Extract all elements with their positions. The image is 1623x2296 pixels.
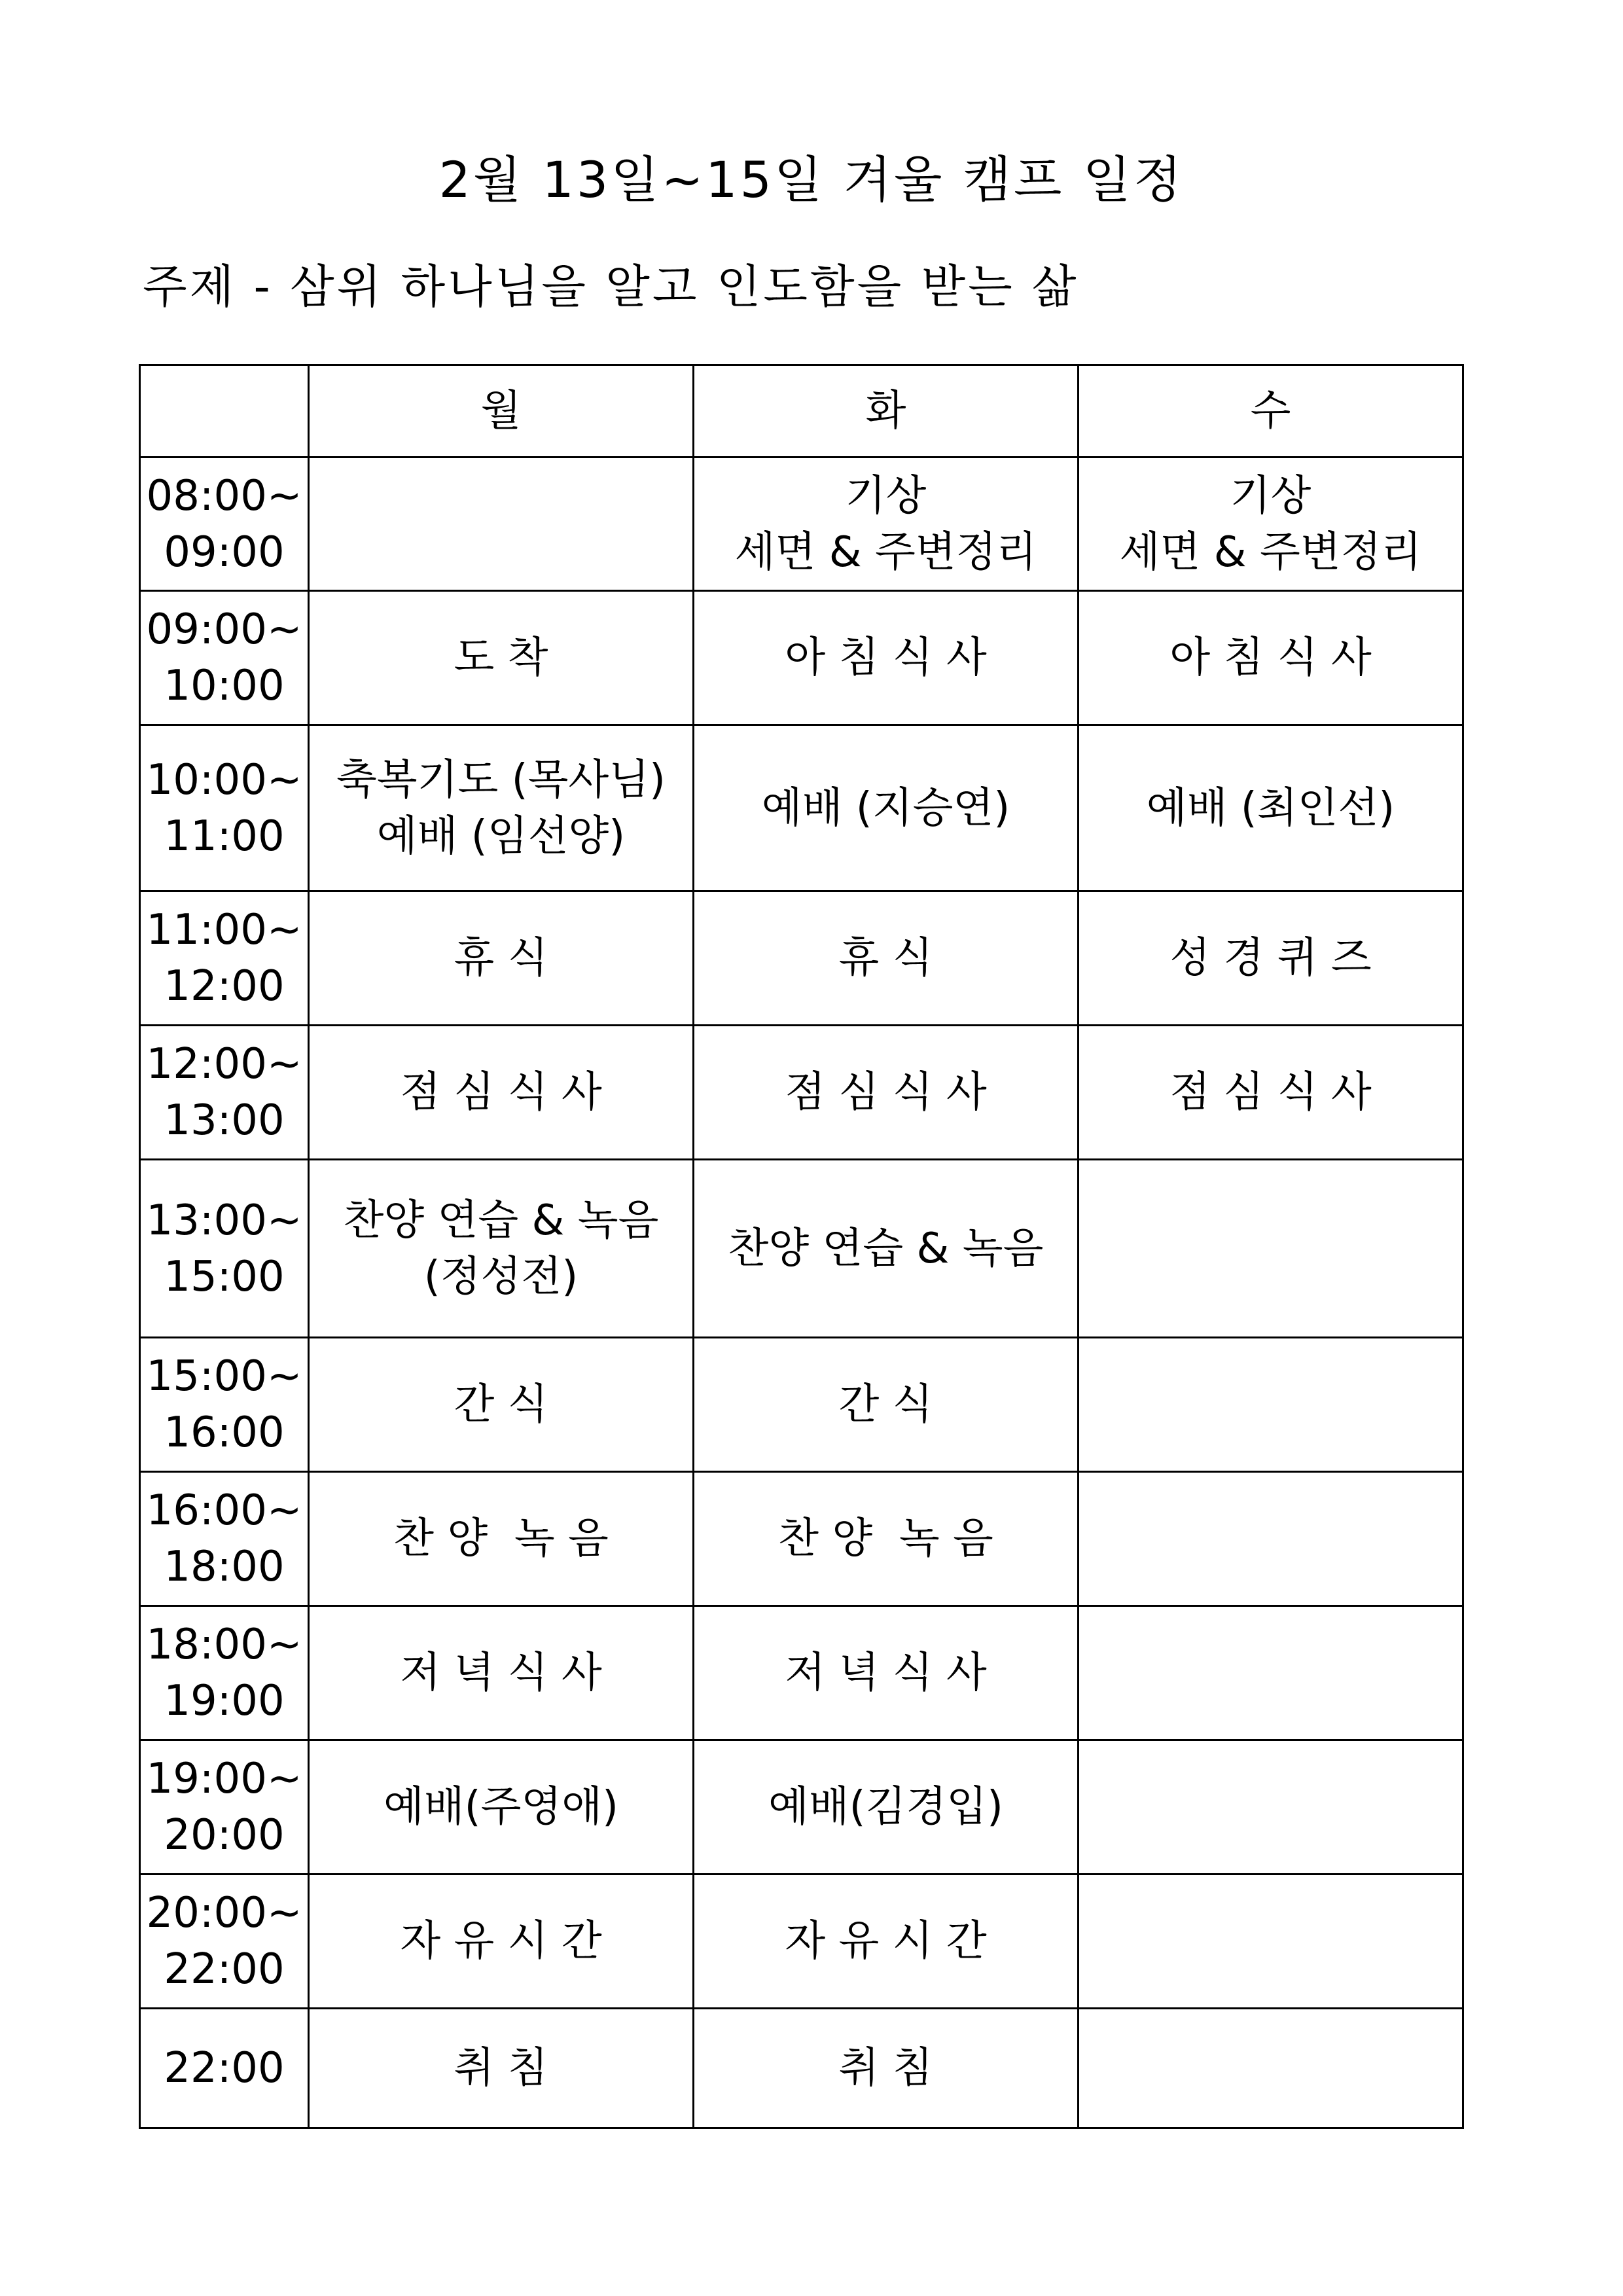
- corner-cell: [140, 365, 309, 457]
- activity-cell-wed: [1079, 2009, 1463, 2128]
- activity-cell-mon: 휴 식: [309, 891, 694, 1026]
- page-title: 2월 13일~15일 겨울 캠프 일정: [438, 151, 1185, 209]
- activity-cell-mon: 간 식: [309, 1338, 694, 1472]
- activity-cell-tue: 저 녁 식 사: [694, 1606, 1079, 1740]
- theme-subtitle: 주제 - 삼위 하나님을 알고 인도함을 받는 삶: [143, 260, 1079, 314]
- activity-cell-wed: 점 심 식 사: [1079, 1026, 1463, 1160]
- activity-cell-tue: 간 식: [694, 1338, 1079, 1472]
- time-cell: 09:00~ 10:00: [140, 591, 309, 725]
- activity-cell-wed: 아 침 식 사: [1079, 591, 1463, 725]
- time-cell: 22:00: [140, 2009, 309, 2128]
- time-cell: 12:00~ 13:00: [140, 1026, 309, 1160]
- activity-cell-mon: 취 침: [309, 2009, 694, 2128]
- time-cell: 19:00~ 20:00: [140, 1740, 309, 1874]
- activity-cell-mon: 도 착: [309, 591, 694, 725]
- activity-cell-mon: 예배(주영애): [309, 1740, 694, 1874]
- time-cell: 18:00~ 19:00: [140, 1606, 309, 1740]
- activity-cell-tue: 자 유 시 간: [694, 1874, 1079, 2009]
- activity-cell-wed: 성 경 퀴 즈: [1079, 891, 1463, 1026]
- activity-cell-mon: 자 유 시 간: [309, 1874, 694, 2009]
- activity-cell-tue: 취 침: [694, 2009, 1079, 2128]
- time-cell: 08:00~ 09:00: [140, 457, 309, 591]
- time-cell: 20:00~ 22:00: [140, 1874, 309, 2009]
- day-header-tue: 화: [694, 365, 1079, 457]
- table-row: [140, 1874, 1463, 2009]
- time-cell: 13:00~ 15:00: [140, 1160, 309, 1338]
- activity-cell-wed: [1079, 1874, 1463, 2009]
- activity-cell-mon: 점 심 식 사: [309, 1026, 694, 1160]
- activity-cell-tue: 예배 (지승연): [694, 725, 1079, 891]
- time-cell: 16:00~ 18:00: [140, 1472, 309, 1606]
- activity-cell-mon: [309, 457, 694, 591]
- activity-cell-wed: 예배 (최인선): [1079, 725, 1463, 891]
- table-row: [140, 1740, 1463, 1874]
- activity-cell-tue: 찬양 연습 & 녹음: [694, 1160, 1079, 1338]
- table-row: [140, 891, 1463, 1026]
- activity-cell-wed: 기상 세면 & 주변정리: [1079, 457, 1463, 591]
- day-header-wed: 수: [1079, 365, 1463, 457]
- day-header-mon: 월: [309, 365, 694, 457]
- table-row: [140, 725, 1463, 891]
- activity-cell-wed: [1079, 1606, 1463, 1740]
- table-row: [140, 1026, 1463, 1160]
- table-row: [140, 591, 1463, 725]
- activity-cell-wed: [1079, 1338, 1463, 1472]
- table-row: [140, 1606, 1463, 1740]
- activity-cell-tue: 찬 양 녹 음: [694, 1472, 1079, 1606]
- table-row: [140, 2009, 1463, 2128]
- activity-cell-wed: [1079, 1472, 1463, 1606]
- activity-cell-mon: 찬 양 녹 음: [309, 1472, 694, 1606]
- time-cell: 15:00~ 16:00: [140, 1338, 309, 1472]
- activity-cell-tue: 점 심 식 사: [694, 1026, 1079, 1160]
- table-row: [140, 457, 1463, 591]
- time-cell: 11:00~ 12:00: [140, 891, 309, 1026]
- activity-cell-mon: 저 녁 식 사: [309, 1606, 694, 1740]
- activity-cell-wed: [1079, 1740, 1463, 1874]
- header-row: [140, 365, 1463, 457]
- table-row: [140, 1160, 1463, 1338]
- activity-cell-mon: 찬양 연습 & 녹음 (정성전): [309, 1160, 694, 1338]
- time-cell: 10:00~ 11:00: [140, 725, 309, 891]
- activity-cell-wed: [1079, 1160, 1463, 1338]
- activity-cell-tue: 아 침 식 사: [694, 591, 1079, 725]
- schedule-table: [139, 364, 1464, 2129]
- activity-cell-tue: 기상 세면 & 주변정리: [694, 457, 1079, 591]
- activity-cell-tue: 예배(김경입): [694, 1740, 1079, 1874]
- table-row: [140, 1338, 1463, 1472]
- activity-cell-mon: 축복기도 (목사님) 예배 (임선양): [309, 725, 694, 891]
- table-row: [140, 1472, 1463, 1606]
- activity-cell-tue: 휴 식: [694, 891, 1079, 1026]
